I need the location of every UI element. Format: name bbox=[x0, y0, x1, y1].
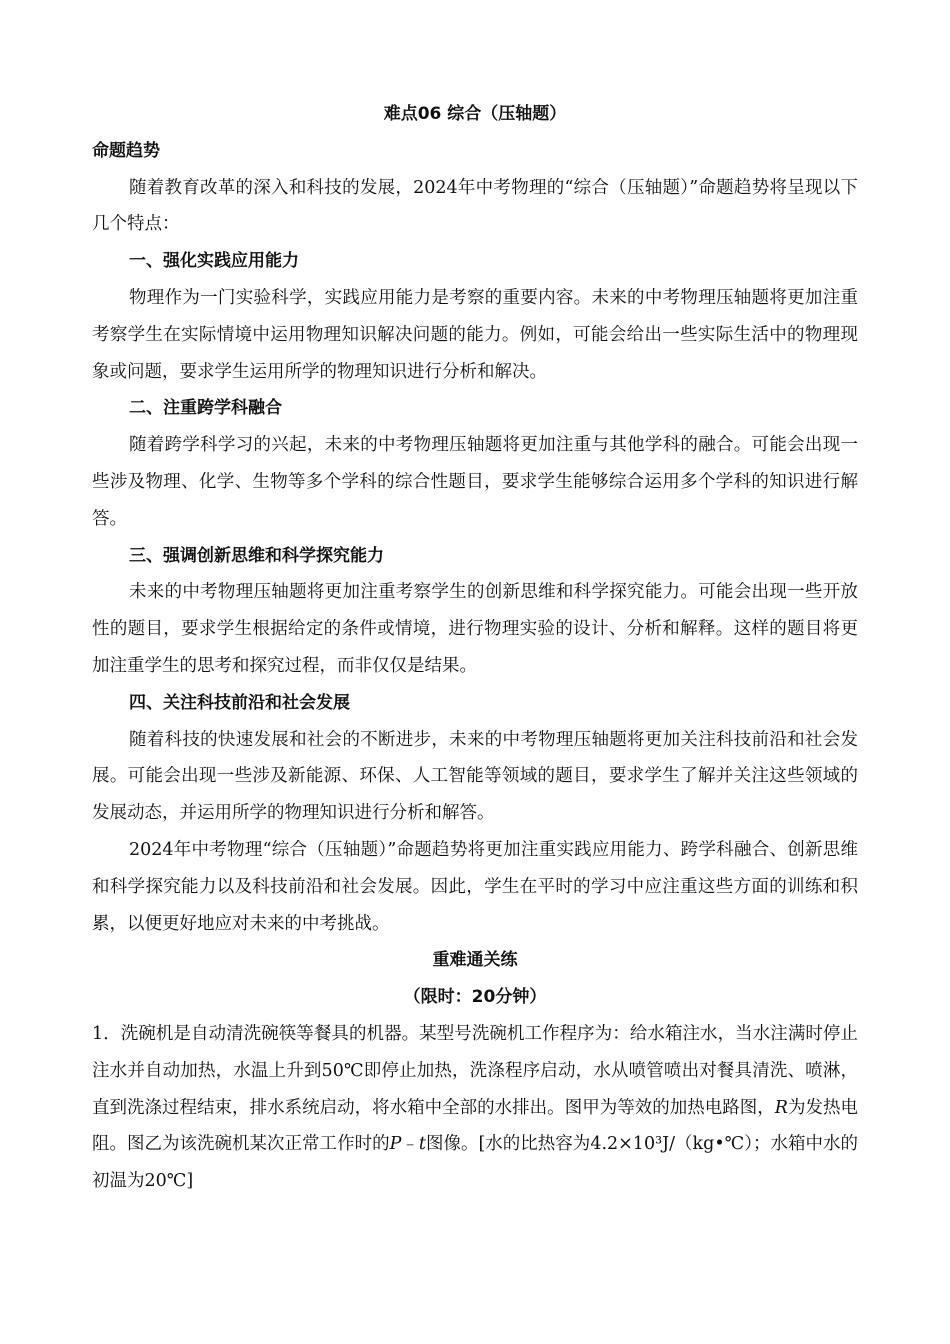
variable-r: R bbox=[774, 1097, 788, 1118]
question-1 bbox=[92, 1016, 858, 1200]
practice-title: 重难通关练 bbox=[432, 950, 518, 971]
question-text-part3: 图像。[水的比热容为4.2×10³J/（kg•℃）；水箱中水的初温为20℃] bbox=[92, 1134, 859, 1192]
variable-p: P bbox=[389, 1134, 402, 1155]
section-heading-4: 四、关注科技前沿和社会发展 bbox=[129, 692, 350, 713]
section-body-4: 随着科技的快速发展和社会的不断进步，未来的中考物理压轴题将更加关注科技前沿和社会发展。可能会出现一些涉及新能源、环保、人工智能等领域的题目，要求学生了解并关注这些领域的发展动态，并运用所学的物理知识进行分析和解答。 bbox=[92, 729, 858, 824]
variable-t: t bbox=[418, 1134, 426, 1155]
section-heading-1: 一、强化实践应用能力 bbox=[129, 251, 299, 272]
section-body-2: 随着跨学科学习的兴起，未来的中考物理压轴题将更加注重与其他学科的融合。可能会出现一些涉及物理、化学、生物等多个学科的综合性题目，要求学生能够综合运用多个学科的知识进行解答。 bbox=[92, 435, 858, 529]
dash-symbol: ﹣ bbox=[401, 1134, 419, 1155]
section-body-3: 未来的中考物理压轴题将更加注重考察学生的创新思维和科学探究能力。可能会出现一些开放性的题目，要求学生根据给定的条件或情境，进行物理实验的设计、分析和解释。这样的题目将更加注重学生的思考和探究过程，而非仅仅是结果。 bbox=[92, 582, 858, 676]
section-heading-2: 二、注重跨学科融合 bbox=[129, 398, 282, 419]
trend-label: 命题趋势 bbox=[92, 140, 160, 161]
section-body-1: 物理作为一门实验科学，实践应用能力是考察的重要内容。未来的中考物理压轴题将更加注重考察学生在实际情境中运用物理知识解决问题的能力。例如，可能会给出一些实际生活中的物理现象或问题，要求学生运用所学的物理知识进行分析和解决。 bbox=[92, 287, 858, 382]
document-title: 难点06 综合（压轴题） bbox=[383, 104, 567, 124]
question-text-part2: 为发热电阻。图乙为该洗碗机某次正常工作时的 bbox=[92, 1097, 858, 1155]
question-text-part1: 1．洗碗机是自动清洗碗筷等餐具的机器。某型号洗碗机工作程序为：给水箱注水，当水注满时停止注水并自动加热，水温上升到50℃即停止加热，洗涤程序启动，水从喷管喷出对餐具清洗、喷淋，直到洗涤过程结束，排水系统启动，将水箱中全部的水排出。图甲为等效的加热电路图， bbox=[92, 1023, 858, 1118]
intro-paragraph: 随着教育改革的深入和科技的发展，2024年中考物理的“综合（压轴题）”命题趋势将呈现以下几个特点： bbox=[92, 177, 858, 235]
conclusion-paragraph: 2024年中考物理“综合（压轴题）”命题趋势将更加注重实践应用能力、跨学科融合、创新思维和科学探究能力以及科技前沿和社会发展。因此，学生在平时的学习中应注重这些方面的训练和积累，以便更好地应对未来的中考挑战。 bbox=[92, 839, 858, 934]
section-heading-3: 三、强调创新思维和科学探究能力 bbox=[129, 545, 384, 566]
time-limit: （限时：20分钟） bbox=[403, 987, 547, 1008]
